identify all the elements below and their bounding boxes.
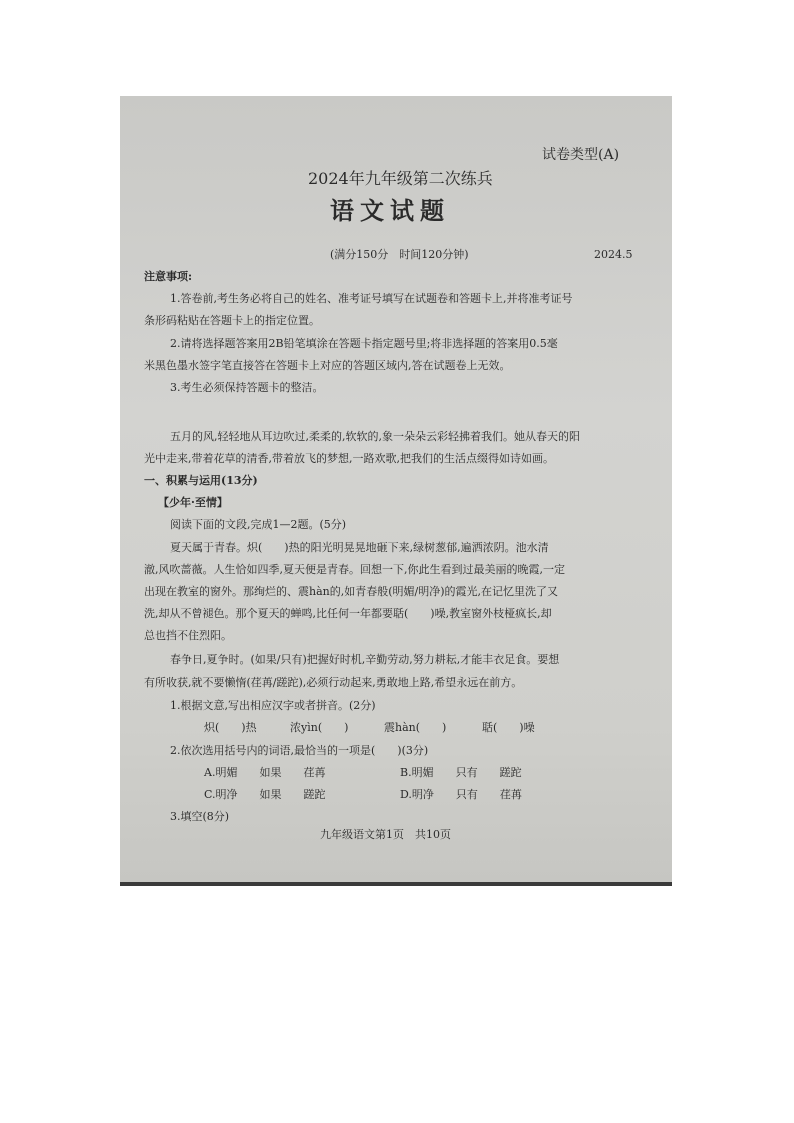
q1-item: 浓yìn( )	[290, 721, 349, 734]
section-heading: 一、积累与运用(13分)	[144, 474, 258, 487]
exam-title: 2024年九年级第二次练兵	[308, 169, 493, 188]
reading-instruction: 阅读下面的文段,完成1—2题。(5分)	[170, 518, 347, 531]
photo-bottom-edge	[120, 882, 672, 886]
question-2: 2.依次选用括号内的词语,最恰当的一项是( )(3分)	[170, 744, 429, 757]
paper-type: 试卷类型(A)	[542, 147, 620, 163]
passage-line: 春争日,夏争时。(如果/只有)把握好时机,辛勤劳动,努力耕耘,才能丰衣足食。要想	[170, 653, 560, 666]
question-3: 3.填空(8分)	[170, 810, 230, 823]
section-subheading: 【少年·至情】	[158, 496, 228, 509]
passage-line: 澈,风吹蔷薇。人生恰如四季,夏天便是青春。回想一下,你此生看到过最美丽的晚霞,一定	[144, 563, 565, 576]
q2-option-d: D.明净 只有 荏苒	[400, 788, 522, 801]
page-footer: 九年级语文第1页 共10页	[320, 828, 451, 841]
intro-line: 光中走来,带着花草的清香,带着放飞的梦想,一路欢歌,把我们的生活点缀得如诗如画。	[144, 452, 554, 465]
q1-item: 震hàn( )	[384, 721, 447, 734]
passage-line: 总也挡不住烈阳。	[144, 629, 232, 642]
exam-date: 2024.5	[594, 248, 633, 261]
q2-option-c: C.明净 如果 蹉跎	[204, 788, 326, 801]
notice-item: 2.请将选择题答案用2B铅笔填涂在答题卡指定题号里;将非选择题的答案用0.5毫	[170, 337, 558, 350]
q1-item: 聒( )噪	[482, 721, 535, 734]
passage-line: 有所收获,就不要懒惰(荏苒/蹉跎),必须行动起来,勇敢地上路,希望永远在前方。	[144, 676, 523, 689]
q2-option-b: B.明媚 只有 蹉跎	[400, 766, 522, 779]
q1-item: 炽( )热	[204, 721, 257, 734]
notice-item: 米黑色墨水签字笔直接答在答题卡上对应的答题区域内,答在试题卷上无效。	[144, 359, 511, 372]
exam-paper-photo	[120, 96, 672, 885]
notice-item: 条形码粘贴在答题卡上的指定位置。	[144, 314, 320, 327]
notice-heading: 注意事项:	[144, 270, 193, 283]
notice-item: 1.答卷前,考生务必将自己的姓名、准考证号填写在试题卷和答题卡上,并将准考证号	[170, 292, 573, 305]
question-1: 1.根据文意,写出相应汉字或者拼音。(2分)	[170, 699, 376, 712]
passage-line: 夏天属于青春。炽( )热的阳光明晃晃地砸下来,绿树葱郁,遍洒浓阴。池水清	[170, 541, 549, 554]
passage-line: 洗,却从不曾褪色。那个夏天的蝉鸣,比任何一年都要聒( )噪,教室窗外枝桠疯长,却	[144, 607, 552, 620]
intro-line: 五月的风,轻轻地从耳边吹过,柔柔的,软软的,象一朵朵云彩轻拂着我们。她从春天的阳	[170, 430, 580, 443]
score-time-info: (满分150分 时间120分钟)	[330, 248, 469, 261]
notice-item: 3.考生必须保持答题卡的整洁。	[170, 381, 324, 394]
q2-option-a: A.明媚 如果 荏苒	[204, 766, 326, 779]
subject-title: 语文试题	[330, 196, 450, 225]
passage-line: 出现在教室的窗外。那绚烂的、震hàn的,如青春般(明媚/明净)的霞光,在记忆里洗了又	[144, 585, 559, 598]
